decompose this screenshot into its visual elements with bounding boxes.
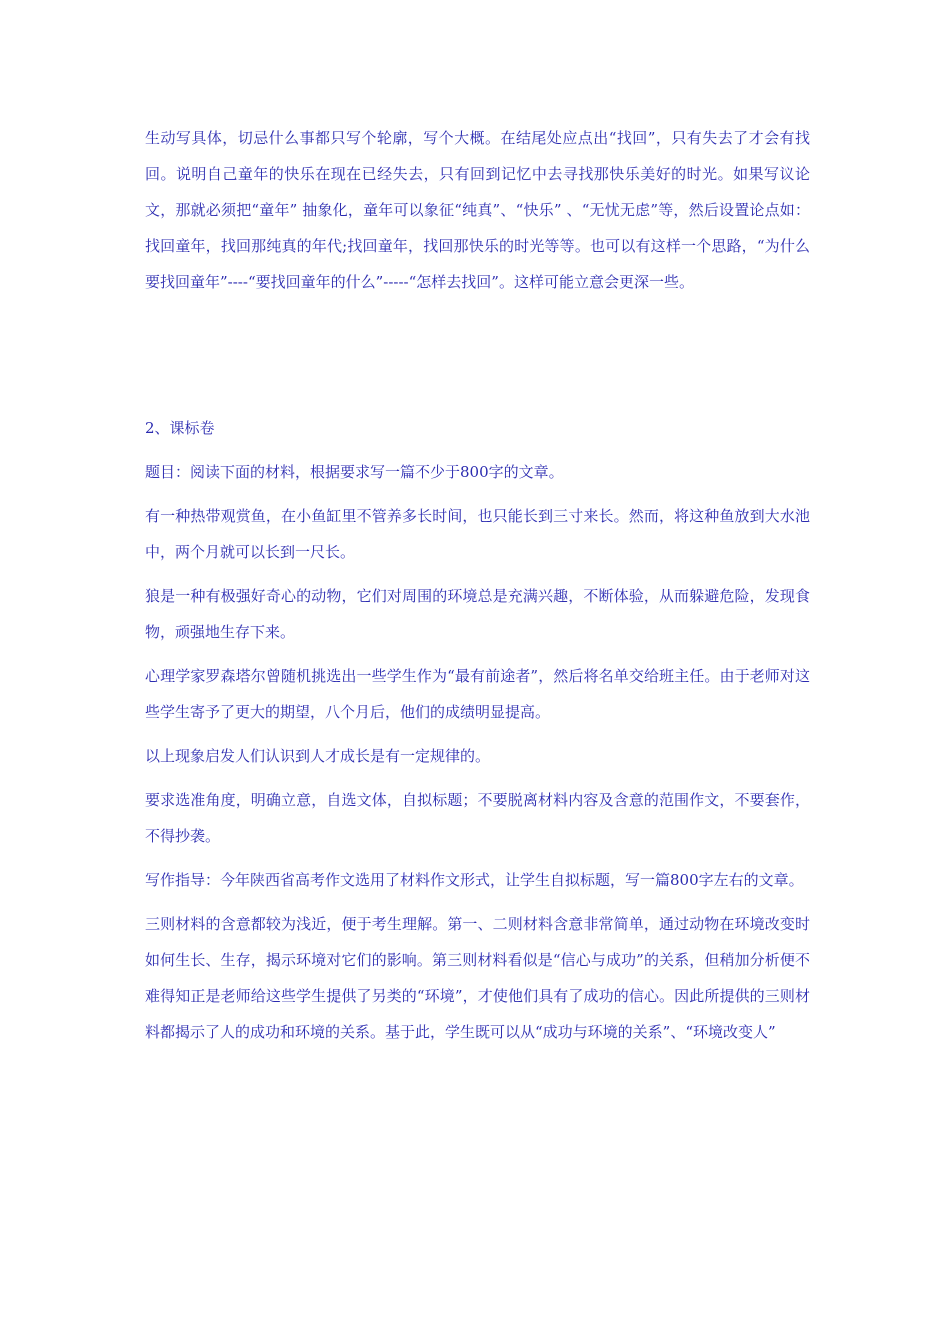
- conclusion-paragraph: 以上现象启发人们认识到人才成长是有一定规律的。: [145, 747, 491, 765]
- analysis-paragraph: 三则材料的含意都较为浅近，便于考生理解。第一、二则材料含意非常简单，通过动物在环境改变时如何生长、生存，揭示环境对它们的影响。第三则材料看似是“信心与成功”的关系，但稍加分析便不难得知正是老师给这些学生提供了另类的“环境”，才使他们具有了成功的信心。因此所提供的三则材料都揭示了人的成功和环境的关系。基于此，学生既可以从“成功与环境的关系”、“环境改变人”: [145, 915, 810, 1041]
- intro-paragraph: 生动写具体，切忌什么事都只写个轮廓，写个大概。在结尾处应点出“找回”，只有失去了才会有找回。说明自己童年的快乐在现在已经失去，只有回到记忆中去寻找那快乐美好的时光。如果写议论文，那就必须把“童年” 抽象化，童年可以象征“纯真”、“快乐” 、“无忧无虑”等，然后设置论点如：找回童年，找回那纯真的年代;找回童年，找回那快乐的时光等等。也可以有这样一个思路，“为什么要找回童年”----“要找回童年的什么”-----“怎样去找回”。这样可能立意会更深一些。: [145, 129, 810, 291]
- requirements-paragraph: 要求选准角度，明确立意，自选文体，自拟标题；不要脱离材料内容及含意的范围作文，不要套作，不得抄袭。: [145, 791, 810, 845]
- material-2-paragraph: 狼是一种有极强好奇心的动物，它们对周围的环境总是充满兴趣，不断体验，从而躲避危险，发现食物，顽强地生存下来。: [145, 587, 810, 641]
- question-paragraph: 题目：阅读下面的材料，根据要求写一篇不少于800字的文章。: [145, 463, 564, 481]
- guidance-paragraph: 写作指导：今年陕西省高考作文选用了材料作文形式，让学生自拟标题，写一篇800字左右的文章。: [145, 871, 804, 889]
- document-body: [145, 120, 810, 1058]
- material-3-paragraph: 心理学家罗森塔尔曾随机挑选出一些学生作为“最有前途者”，然后将名单交给班主任。由于老师对这些学生寄予了更大的期望，八个月后，他们的成绩明显提高。: [145, 667, 810, 721]
- section-heading: 2、课标卷: [145, 419, 215, 437]
- material-1-paragraph: 有一种热带观赏鱼，在小鱼缸里不管养多长时间，也只能长到三寸来长。然而，将这种鱼放到大水池中，两个月就可以长到一尺长。: [145, 507, 810, 561]
